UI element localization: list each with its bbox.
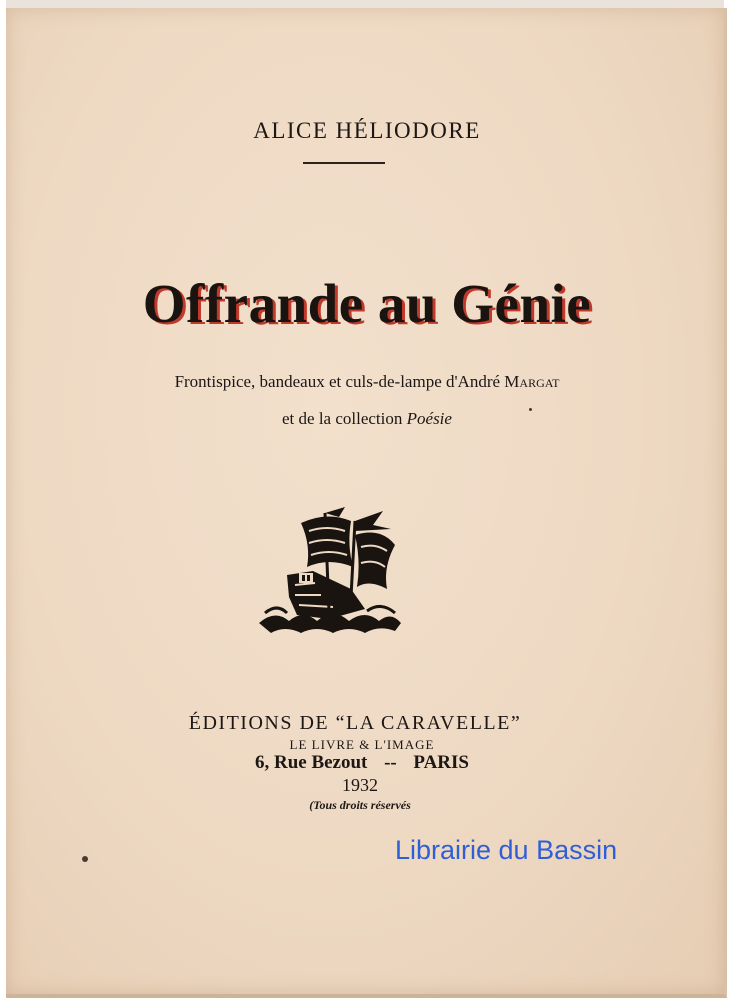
subtitle-text-2: et de la collection [282, 409, 407, 428]
address-separator: -- [384, 752, 397, 773]
subtitle-line-1 [0, 372, 734, 392]
imprint-name: LE LIVRE & L'IMAGE [289, 737, 435, 752]
city: PARIS [413, 752, 469, 773]
subtitle-text: Frontispice, bandeaux et culs-de-lampe d'André [174, 372, 505, 391]
paper-speck [529, 408, 532, 411]
illustrator-name: Margat [504, 372, 560, 391]
bookseller-watermark: Librairie du Bassin [395, 835, 618, 865]
publication-year: 1932 [342, 775, 378, 795]
subtitle-line-2 [0, 409, 734, 429]
book-title: Offrande au Génie [142, 273, 592, 334]
street-address: 6, Rue Bezout [254, 752, 368, 773]
book-cover [6, 8, 727, 998]
paper-speck [82, 856, 88, 862]
author-rule [303, 162, 385, 164]
collection-name: Poésie [406, 409, 452, 428]
rights-notice: (Tous droits réservés [309, 798, 411, 812]
ship-vignette-icon [255, 505, 405, 640]
publisher-address [0, 752, 729, 774]
publisher-name: ÉDITIONS DE “LA CARAVELLE” [188, 712, 522, 734]
author-name: ALICE HÉLIODORE [253, 118, 481, 143]
